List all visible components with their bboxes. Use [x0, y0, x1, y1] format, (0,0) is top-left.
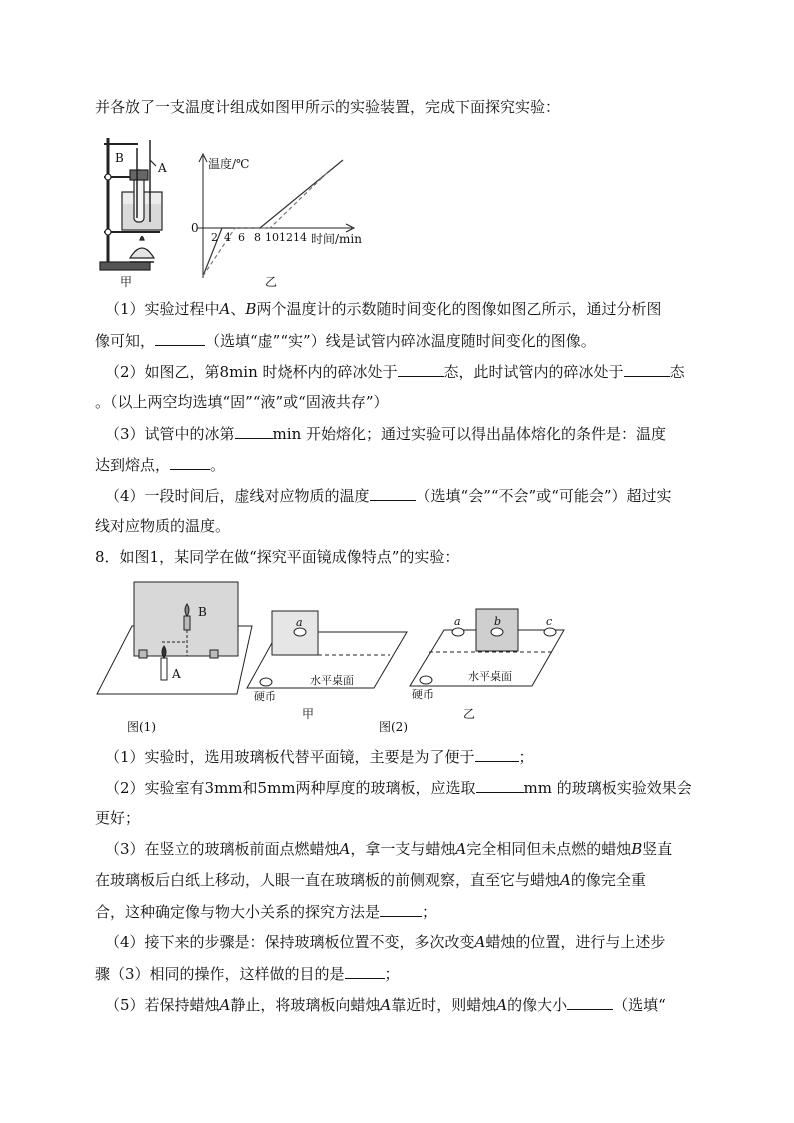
- q7-part3-line1: [105, 422, 715, 445]
- text: 合，这种确定像与物大小关系的探究方法是: [95, 903, 381, 921]
- jia-label-a: a: [296, 616, 303, 629]
- var-A: A: [219, 996, 231, 1014]
- text: 完全相同但未点燃的蜡烛: [466, 840, 632, 858]
- q8-part4-line2: [95, 962, 705, 985]
- label-A: A: [158, 161, 167, 175]
- text: 像可知，: [95, 332, 156, 350]
- answer-blank[interactable]: [235, 422, 273, 439]
- var-A: A: [496, 996, 508, 1014]
- xtick-label: 14: [293, 231, 307, 244]
- text: （选填“虚”“实”）线是试管内碎冰温度随时间变化的图像。: [205, 332, 596, 350]
- figure-heating-apparatus: [90, 130, 380, 292]
- text: （1）实验时，选用玻璃板代替平面镜，主要是为了便于: [105, 748, 475, 766]
- text: mm 的玻璃板实验效果会: [523, 779, 692, 797]
- fig1-caption: 图(1): [127, 720, 156, 734]
- yi-label-b: b: [494, 615, 502, 628]
- jia-coin-label: 硬币: [254, 690, 276, 703]
- var-B: B: [631, 840, 643, 858]
- text: 态: [669, 363, 685, 381]
- fig1-label-A: A: [172, 667, 181, 681]
- text: ，拿一支与蜡烛: [350, 840, 456, 858]
- text: 静止，将玻璃板向蜡烛: [230, 996, 381, 1014]
- text: 态，此时试管内的碎冰处于: [443, 363, 624, 381]
- xtick-label: 4: [224, 231, 231, 244]
- caption-yi: 乙: [265, 275, 278, 289]
- yi-coin-label: 硬币: [412, 688, 434, 701]
- answer-blank[interactable]: [624, 360, 670, 377]
- jia-table-label: 水平桌面: [310, 674, 354, 687]
- answer-blank[interactable]: [370, 484, 416, 501]
- yi-label-a: a: [454, 615, 461, 628]
- text: （3）试管中的冰第: [105, 425, 235, 443]
- graph-ylabel: 温度/℃: [208, 157, 250, 171]
- q8-part2-line2: 更好；: [95, 809, 141, 827]
- graph-xlabel: 时间/min: [311, 232, 362, 246]
- text: 靠近时，则蜡烛: [391, 996, 497, 1014]
- graph-xticks: [211, 231, 307, 244]
- fig1-label-B: B: [198, 605, 207, 619]
- fig2-caption: 图(2): [379, 720, 408, 734]
- answer-blank[interactable]: [345, 962, 385, 979]
- q8-part2-line1: [105, 776, 715, 799]
- text: 的像大小: [507, 996, 568, 1014]
- xtick-label: 2: [211, 231, 218, 244]
- answer-blank[interactable]: [170, 453, 210, 470]
- graph-origin: 0: [191, 221, 199, 235]
- text: （4）接下来的步骤是：保持玻璃板位置不变，多次改变: [105, 933, 475, 951]
- var-A: A: [455, 840, 467, 858]
- jia-caption: 甲: [302, 707, 315, 721]
- text: 。: [210, 456, 226, 474]
- q8-part3-line1: [105, 838, 715, 860]
- text: ；: [518, 748, 534, 766]
- text: 骤（3）相同的操作，这样做的目的是: [95, 965, 345, 983]
- q7-part4-line2: 线对应物质的温度。: [95, 517, 231, 535]
- text: 达到熔点，: [95, 456, 171, 474]
- q7-part2-line1: [105, 360, 715, 383]
- q8-part3-line3: [95, 900, 705, 923]
- q7-part2-line2: 。（以上两空均选填“固”“液”或“固液共存”）: [95, 393, 389, 411]
- q7-part4-line1: [105, 484, 715, 507]
- answer-blank[interactable]: [398, 360, 444, 377]
- temperature-time-graph: [198, 154, 354, 278]
- text: 竖直: [642, 840, 673, 858]
- text: （2）如图乙，第8min 时烧杯内的碎冰处于: [105, 363, 398, 381]
- var-A: A: [560, 871, 571, 889]
- text: 的像完全重: [570, 871, 646, 889]
- text: （5）若保持蜡烛: [105, 996, 220, 1014]
- answer-blank[interactable]: [380, 900, 422, 917]
- var-A: A: [219, 300, 231, 318]
- text: ；: [384, 965, 400, 983]
- text: min 开始熔化；通过实验可以得出晶体熔化的条件是：温度: [272, 425, 666, 443]
- q8-part3-line2: [95, 869, 705, 891]
- xtick-label: 8: [254, 231, 261, 244]
- q8-title: 8．如图1，某同学在做“探究平面镜成像特点”的实验：: [95, 548, 460, 566]
- q8-part4-line1: [105, 931, 715, 953]
- text: ；: [422, 903, 438, 921]
- text: 在玻璃板后白纸上移动，人眼一直在玻璃板的前侧观察，直至它与蜡烛: [95, 871, 561, 889]
- answer-blank[interactable]: [476, 776, 524, 793]
- text: 、: [230, 300, 246, 318]
- text: 两个温度计的示数随时间变化的图像如图乙所示，通过分析图: [256, 300, 662, 318]
- yi-label-c: c: [546, 615, 553, 628]
- yi-table-label: 水平桌面: [468, 670, 512, 683]
- text: （3）在竖立的玻璃板前面点燃蜡烛: [105, 840, 340, 858]
- xtick-label: 12: [279, 231, 293, 244]
- figure-plane-mirror: [92, 576, 572, 736]
- text: （选填“: [613, 996, 666, 1014]
- answer-blank[interactable]: [567, 993, 613, 1010]
- q8-part1: [105, 745, 715, 768]
- text: （4）一段时间后，虚线对应物质的温度: [105, 487, 370, 505]
- var-A: A: [474, 933, 486, 951]
- text: 蜡烛的位置，进行与上述步: [485, 933, 666, 951]
- q7-part1-line2: [95, 329, 705, 352]
- var-A: A: [380, 996, 392, 1014]
- text: （选填“会”“不会”或“可能会”）超过实: [415, 487, 672, 505]
- answer-blank[interactable]: [475, 745, 519, 762]
- intro-text: 并各放了一支温度计组成如图甲所示的实验装置，完成下面探究实验：: [95, 98, 561, 116]
- xtick-label: 6: [238, 231, 245, 244]
- var-A: A: [339, 840, 351, 858]
- var-B: B: [245, 300, 257, 318]
- yi-caption: 乙: [463, 707, 476, 721]
- text: （2）实验室有3mm和5mm两种厚度的玻璃板，应选取: [105, 779, 476, 797]
- iron-stand-illustration: [100, 138, 162, 270]
- label-B: B: [115, 151, 124, 165]
- q8-part5-line1: [105, 993, 715, 1016]
- q7-part3-line2: [95, 453, 705, 476]
- text: （1）实验过程中: [105, 300, 220, 318]
- q7-part1-line1: [105, 298, 715, 320]
- answer-blank[interactable]: [155, 329, 205, 346]
- xtick-label: 10: [265, 231, 279, 244]
- caption-jia: 甲: [120, 275, 133, 289]
